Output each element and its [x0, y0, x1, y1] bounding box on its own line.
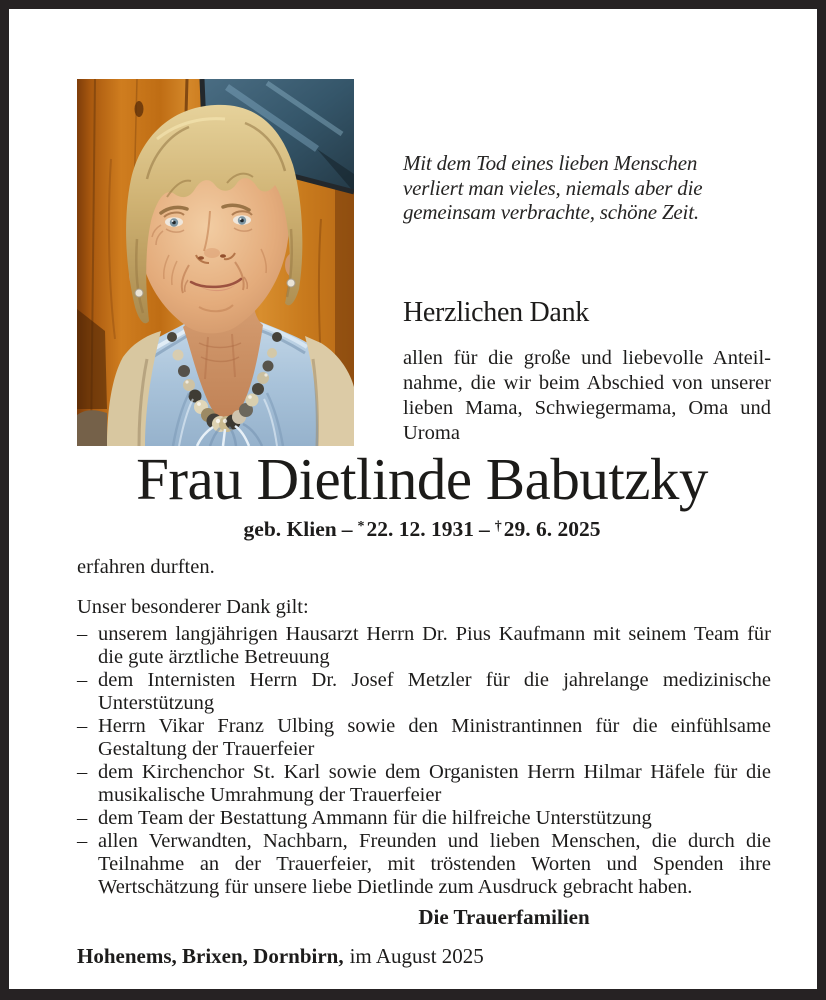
thanks-list-item-text: dem Internisten Herrn Dr. Josef Metzler für die jahrelange medizinische Unterstützung — [98, 669, 771, 714]
thanks-list-item — [77, 761, 771, 807]
thanks-list — [77, 623, 771, 899]
thanks-list-item-text: dem Kirchenchor St. Karl sowie dem Organisten Herrn Hilmar Häfele für die musikalische Umrahmung der Trauerfeier — [98, 761, 771, 806]
pearl-earring — [135, 289, 143, 297]
thanks-list-item — [77, 669, 771, 715]
thanks-heading: Herzlichen Dank — [403, 297, 589, 328]
thanks-list-item-text: Herrn Vikar Franz Ulbing sowie den Ministrantinnen für die einfühlsame Gestaltung der Trauerfeier — [98, 715, 771, 760]
quote-line-2: verliert man vieles, niemals aber die — [403, 175, 703, 200]
death-date: 29. 6. 2025 — [503, 517, 601, 541]
list-dash: – — [77, 830, 88, 852]
memorial-quote — [403, 151, 775, 225]
dash-separator: – — [341, 517, 353, 541]
deceased-name: Frau Dietlinde Babutzky — [136, 446, 708, 512]
portrait-photo — [77, 79, 354, 446]
notice-date: im August 2025 — [349, 944, 484, 968]
maiden-name: geb. Klien — [243, 517, 337, 541]
thanks-list-item-text: unserem langjährigen Hausarzt Herrn Dr. Pius Kaufmann mit seinem Team für die gute ärztliche Betreuung — [98, 623, 771, 668]
list-dash: – — [77, 715, 88, 737]
thanks-list-item — [77, 830, 771, 899]
pearl-earring — [287, 279, 295, 287]
thanks-list-item — [77, 623, 771, 669]
sentence-continuation: erfahren durften. — [77, 556, 215, 578]
list-dash: – — [77, 623, 88, 645]
list-dash: – — [77, 669, 88, 691]
thanks-paragraph: allen für die große und liebevolle Anteilnahme, die wir beim Abschied von unserer lieben Mama, Schwiegermama, Oma und Uroma — [403, 347, 771, 444]
places: Hohenems, Brixen, Dornbirn, — [77, 944, 344, 968]
quote-line-3: gemeinsam verbrachte, schöne Zeit. — [403, 200, 699, 224]
list-dash: – — [77, 761, 88, 783]
thanks-list-item — [77, 807, 771, 830]
thanks-list-item-text: dem Team der Bestattung Ammann für die hilfreiche Unterstützung — [98, 807, 652, 829]
death-dagger-symbol: † — [494, 519, 502, 534]
thanks-list-item — [77, 715, 771, 761]
thanks-list-item-text: allen Verwandten, Nachbarn, Freunden und lieben Menschen, die durch die Teilnahme an der Trauerfeier, mit tröstenden Worten und Spenden ihre Wertschätzung für unsere liebe Dietlinde zum Ausdruck gebracht haben. — [98, 830, 771, 898]
list-dash: – — [77, 807, 88, 829]
birth-star-symbol: * — [357, 519, 365, 534]
thanks-list-intro: Unser besonderer Dank gilt: — [77, 596, 309, 618]
places-date-line — [77, 944, 484, 969]
life-dates-line — [9, 514, 826, 542]
quote-line-1: Mit dem Tod eines lieben Menschen — [403, 151, 698, 175]
closing-families: Die Trauerfamilien — [418, 905, 590, 929]
birth-date: 22. 12. 1931 — [366, 517, 474, 541]
dash-separator: – — [478, 517, 490, 541]
